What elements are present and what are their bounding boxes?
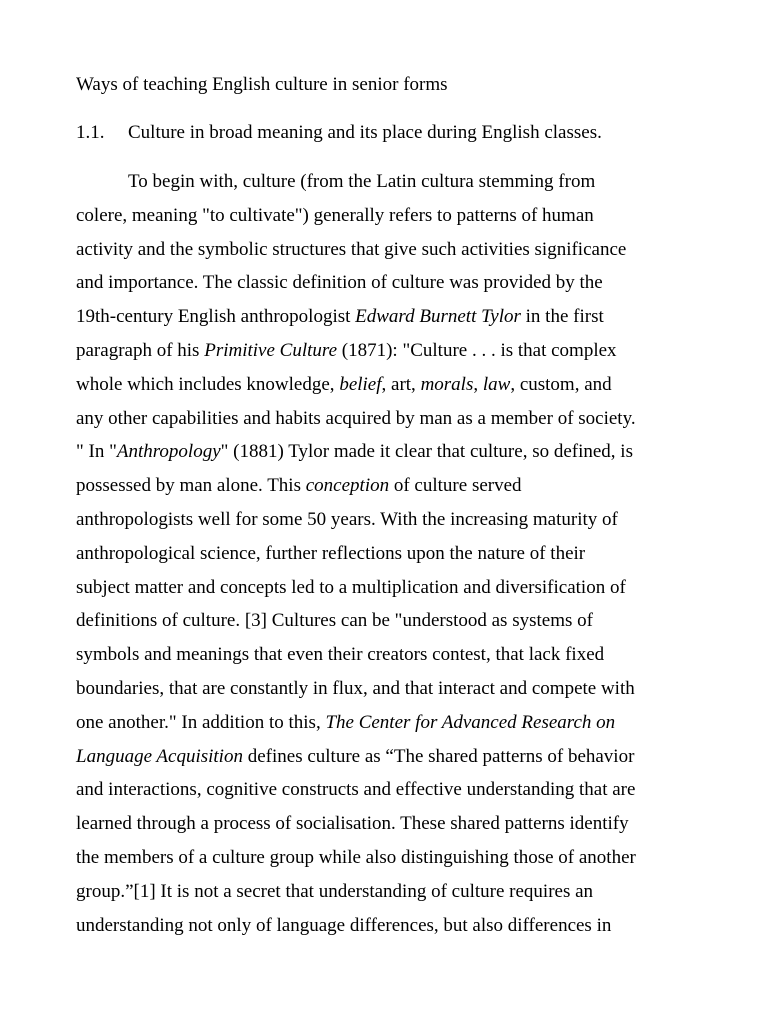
text-line (76, 841, 696, 875)
text-line (76, 807, 696, 841)
text-run: learned through a process of socialisation. These shared patterns identify (76, 813, 629, 835)
italic-text: The Center for Advanced Research on (325, 711, 616, 733)
text-run: anthropologists well for some 50 years. With the increasing maturity of (76, 508, 618, 530)
text-line (76, 233, 696, 267)
text-line (76, 672, 696, 706)
text-line (76, 165, 696, 199)
text-run: definitions of culture. [3] Cultures can be "understood as systems of (76, 610, 593, 632)
text-line (76, 368, 696, 402)
text-run: 19th-century English anthropologist (76, 306, 356, 328)
text-run: understanding not only of language differences, but also differences in (76, 914, 612, 936)
italic-text: Language Acquisition (76, 745, 243, 767)
text-run: paragraph of his (76, 339, 205, 361)
text-run: " (1881) Tylor made it clear that culture, so defined, is (220, 441, 633, 463)
text-line (76, 435, 696, 469)
text-line (76, 706, 696, 740)
text-line (76, 638, 696, 672)
text-run: colere, meaning "to cultivate") generally refers to patterns of human (76, 204, 594, 226)
italic-text: conception (305, 475, 390, 497)
text-run: (1871): "Culture . . . is that complex (337, 339, 617, 361)
italic-text: belief (339, 373, 382, 395)
text-run: , custom, and (510, 373, 612, 395)
text-run: whole which includes knowledge, (76, 373, 340, 395)
section-heading (76, 120, 602, 146)
text-line (76, 469, 696, 503)
text-run: symbols and meanings that even their creators contest, that lack fixed (76, 644, 605, 666)
text-run: and interactions, cognitive constructs and effective understanding that are (76, 779, 636, 801)
text-line (76, 503, 696, 537)
text-run: boundaries, that are constantly in flux, and that interact and compete with (76, 677, 635, 699)
section-heading-text: Culture in broad meaning and its place during English classes. (128, 122, 602, 143)
text-run: " In " (76, 441, 117, 463)
text-run: subject matter and concepts led to a multiplication and diversification of (76, 576, 626, 598)
text-run: defines culture as “The shared patterns of behavior (242, 745, 635, 767)
document-title: Ways of teaching English culture in senior forms (76, 74, 448, 95)
text-line (76, 334, 696, 368)
text-line (76, 199, 696, 233)
text-line (76, 909, 696, 943)
text-line (76, 604, 696, 638)
text-line (76, 266, 696, 300)
text-run: group.”[1] It is not a secret that understanding of culture requires an (76, 880, 594, 902)
italic-text: law (482, 373, 511, 395)
text-line (76, 773, 696, 807)
italic-text: Primitive Culture (204, 339, 338, 361)
text-line (76, 740, 696, 774)
text-run: activity and the symbolic structures that give such activities significance (76, 238, 627, 260)
text-run: of culture served (389, 475, 522, 497)
text-line (76, 300, 696, 334)
text-line (76, 537, 696, 571)
text-run: To begin with, culture (from the Latin cultura stemming from (128, 171, 596, 192)
text-line (76, 571, 696, 605)
text-run: , art, (381, 373, 421, 395)
text-line (76, 402, 696, 436)
section-number: 1.1. (76, 122, 105, 143)
italic-text: Edward Burnett Tylor (355, 306, 521, 328)
text-run: one another." In addition to this, (76, 711, 326, 733)
text-run: possessed by man alone. This (76, 475, 306, 497)
text-run: , (473, 373, 483, 395)
text-run: in the first (520, 306, 604, 328)
text-run: the members of a culture group while also distinguishing those of another (76, 846, 636, 868)
text-line (76, 875, 696, 909)
text-run: and importance. The classic definition of culture was provided by the (76, 272, 603, 294)
italic-text: Anthropology (116, 441, 221, 463)
text-run: any other capabilities and habits acquired by man as a member of society. (76, 407, 636, 429)
italic-text: morals (420, 373, 474, 395)
text-run: anthropological science, further reflections upon the nature of their (76, 542, 586, 564)
body-paragraph (76, 165, 696, 942)
